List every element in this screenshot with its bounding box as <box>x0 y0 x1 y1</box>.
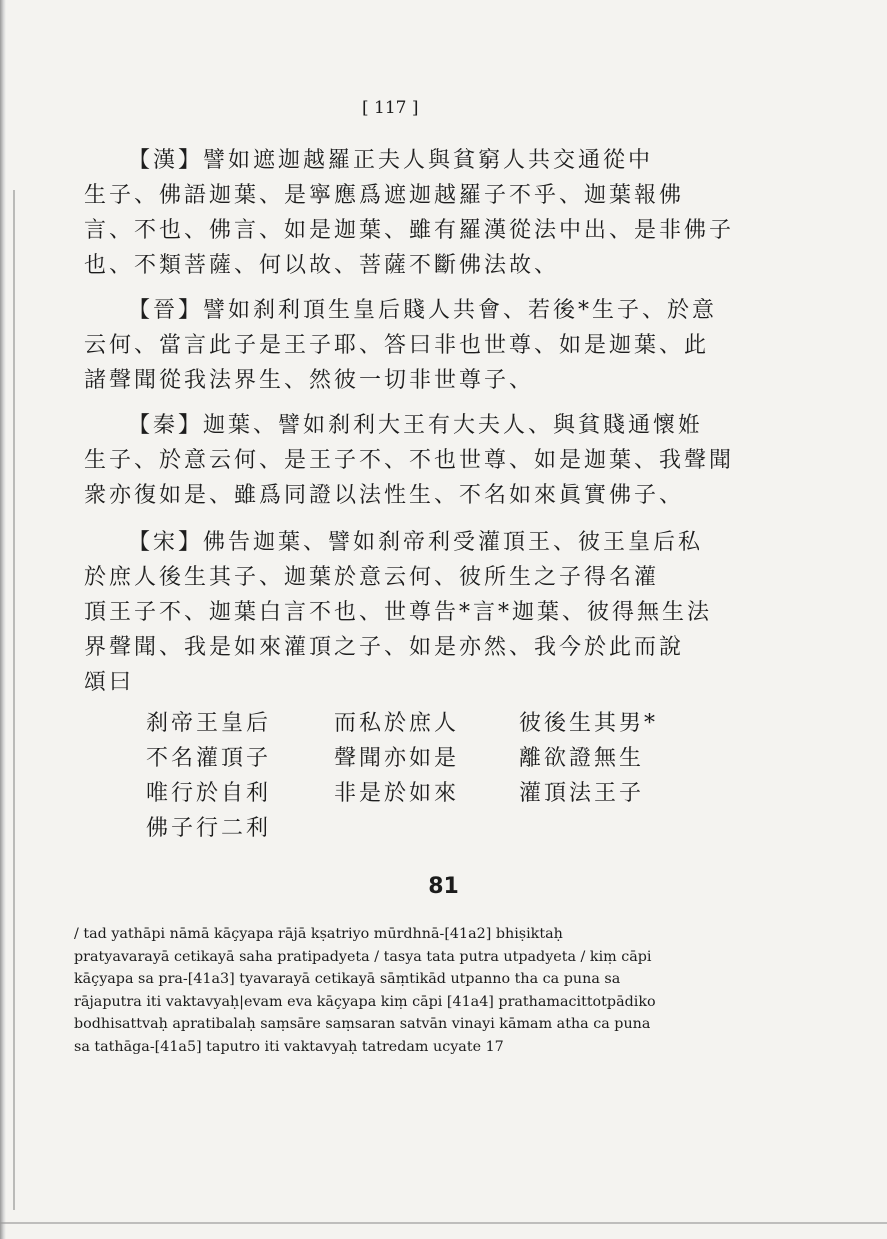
verse-phrase: 灌頂法王子 <box>519 781 645 806</box>
verse-phrase: 佛子行二利 <box>146 816 272 841</box>
verse-phrase: 離欲證無生 <box>519 746 645 771</box>
paragraph-jin <box>84 293 734 398</box>
bottom-edge-line <box>0 1222 887 1224</box>
verse-phrase: 不名灌頂子 <box>146 746 272 771</box>
text-line: 頌曰 <box>84 670 135 695</box>
verse-phrase: 刹帝王皇后 <box>146 711 272 736</box>
verse-phrase: 非是於如來 <box>334 781 460 806</box>
text-line: 也、不類菩薩、何以故、菩薩不斷佛法故、 <box>84 253 560 278</box>
text-line: 界聲聞、我是如來灌頂之子、如是亦然、我今於此而說 <box>84 635 685 660</box>
text-line: 生子、於意云何、是王子不、不也世尊、如是迦葉、我聲聞 <box>84 448 735 473</box>
page-number: [ 117 ] <box>362 98 419 118</box>
binding-line <box>13 190 15 1210</box>
text-line: 云何、當言此子是王子耶、答曰非也世尊、如是迦葉、此 <box>84 333 710 358</box>
paragraph-han <box>84 143 734 283</box>
text-line: 【宋】佛告迦葉、譬如刹帝利受灌頂王、彼王皇后私 <box>128 530 704 555</box>
text-line: 生子、佛語迦葉、是寧應爲遮迦越羅子不乎、迦葉報佛 <box>84 183 685 208</box>
paragraph-song <box>84 525 734 700</box>
verse-phrase: 聲聞亦如是 <box>334 746 460 771</box>
text-line: 頂王子不、迦葉白言不也、世尊告*言*迦葉、彼得無生法 <box>84 600 713 625</box>
paragraph-qin <box>84 408 734 513</box>
sanskrit-paragraph <box>74 923 754 1058</box>
text-line: 【秦】迦葉、譬如刹利大王有大夫人、與貧賤通懷姙 <box>128 413 704 438</box>
verse-phrase: 彼後生其男* <box>519 711 659 736</box>
sanskrit-line: pratyavarayā cetikayā saha pratipadyeta / tasya tata putra utpadyeta / kiṃ cāpi <box>74 948 652 965</box>
text-line: 諸聲聞從我法界生、然彼一切非世尊子、 <box>84 368 535 393</box>
text-line: 言、不也、佛言、如是迦葉、雖有羅漢從法中出、是非佛子 <box>84 218 735 243</box>
sanskrit-line: kāçyapa sa pra-[41a3] tyavarayā cetikayā sāṃtikād utpanno tha ca puna sa <box>74 971 621 987</box>
text-line: 【漢】譬如遮迦越羅正夫人與貧窮人共交通從中 <box>128 148 654 173</box>
page-left-edge-shadow <box>0 0 6 1239</box>
verse-phrase: 唯行於自利 <box>146 781 272 806</box>
section-number: 81 <box>428 874 459 899</box>
sanskrit-line: sa tathāga-[41a5] taputro iti vaktavyaḥ tatredam ucyate 17 <box>74 1038 504 1055</box>
text-line: 衆亦復如是、雖爲同證以法性生、不名如來眞實佛子、 <box>84 483 685 508</box>
sanskrit-line: bodhisattvaḥ apratibalaḥ saṃsāre saṃsaran satvān vinayi kāmam atha ca puna <box>74 1016 651 1032</box>
verse-phrase: 而私於庶人 <box>334 711 460 736</box>
text-line: 於庶人後生其子、迦葉於意云何、彼所生之子得名灌 <box>84 565 660 590</box>
sanskrit-line: / tad yathāpi nāmā kāçyapa rājā kṣatriyo mūrdhnā-[41a2] bhiṣiktaḥ <box>74 926 563 942</box>
sanskrit-line: rājaputra iti vaktavyaḥ|evam eva kāçyapa kiṃ cāpi [41a4] prathamacittotpādiko <box>74 993 656 1010</box>
text-line: 【晉】譬如刹利頂生皇后賤人共會、若後*生子、於意 <box>128 298 718 323</box>
